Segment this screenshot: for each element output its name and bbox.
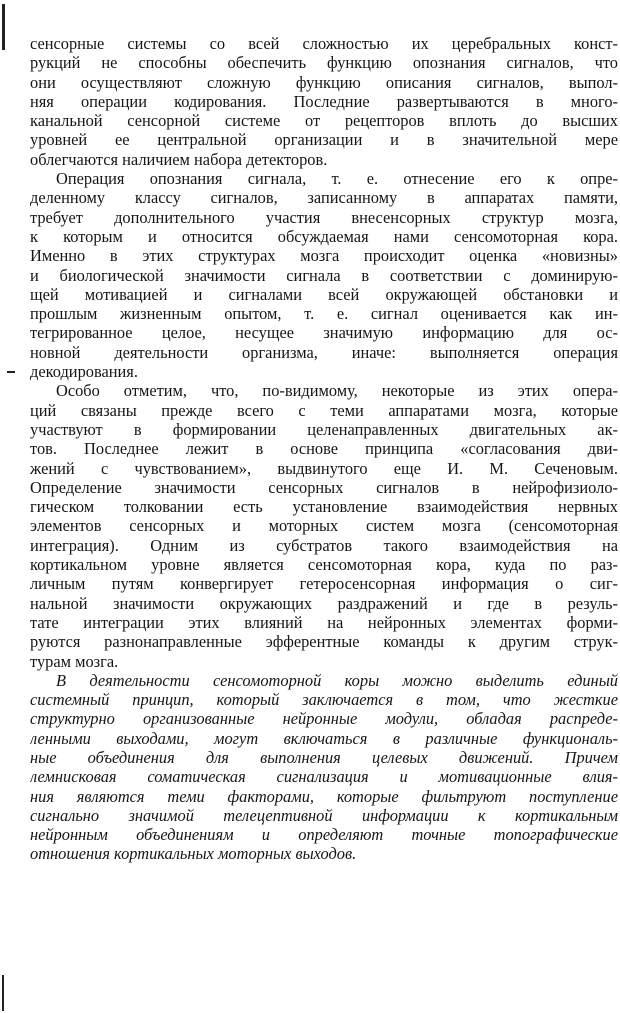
text-line: В деятельности сенсомоторной коры можно выделить единый bbox=[56, 670, 618, 690]
text-line: тегрированное целое, несущее значимую информацию для ос- bbox=[30, 323, 618, 343]
text-line: интеграция). Одним из субстратов такого взаимодействия на bbox=[30, 535, 618, 555]
text-line: турам мозга. bbox=[30, 651, 119, 671]
text-line: гическом толковании есть установление взаимодействия нервных bbox=[30, 497, 618, 517]
paragraph bbox=[30, 34, 618, 169]
text-line: тате интеграции этих влияний на нейронных элементах форми- bbox=[30, 612, 618, 632]
text-line: декодирования. bbox=[30, 362, 138, 382]
text-line: лемнисковая соматическая сигнализация и мотивационные влия- bbox=[30, 767, 618, 787]
text-line: ния являются теми факторами, которые фильтруют поступление bbox=[30, 786, 618, 806]
text-line: они осуществляют сложную функцию описания сигналов, выпол- bbox=[30, 72, 618, 92]
text-line: системный принцип, который заключается в том, что жесткие bbox=[30, 690, 618, 710]
text-line: прошлым жизненным опытом, т. е. сигнал оценивается как ин- bbox=[30, 304, 618, 324]
paragraph bbox=[30, 381, 618, 670]
text-line: уровней ее центральной организации и в значительной мере bbox=[30, 130, 618, 150]
scan-edge-mark-bottom bbox=[2, 975, 4, 1011]
text-line: ленными выходами, могут включаться в различные функциональ- bbox=[30, 728, 618, 748]
text-line: канальной сенсорной системе от рецепторов вплоть до высших bbox=[30, 111, 618, 131]
text-line: Именно в этих структурах мозга происходит оценка «новизны» bbox=[30, 246, 618, 266]
text-line: структурно организованные нейронные модули, обладая распреде- bbox=[30, 709, 618, 729]
text-line: Особо отметим, что, по-видимому, некоторые из этих опера- bbox=[56, 381, 618, 401]
text-line: нейронным объединениям и определяют точные топографические bbox=[30, 825, 618, 845]
text-line: участвуют в формировании целенаправленных двигательных ак- bbox=[30, 419, 618, 439]
text-line: нальной значимости окружающих раздражений и где в резуль- bbox=[30, 593, 618, 613]
text-line: руются разнонаправленные эфферентные команды к другим струк- bbox=[30, 632, 618, 652]
text-line: и биологической значимости сигнала в соответствии с доминирую- bbox=[30, 265, 618, 285]
text-line: к которым и относится обсуждаемая нами сенсомоторная кора. bbox=[30, 226, 618, 246]
text-line: ций связаны прежде всего с теми аппаратами мозга, которые bbox=[30, 400, 618, 420]
text-line: личным путям конвергирует гетеросенсорная информация о сиг- bbox=[30, 574, 618, 594]
text-line: деленному классу сигналов, записанному в аппаратах памяти, bbox=[30, 188, 618, 208]
text-line: элементов сенсорных и моторных систем мозга (сенсомоторная bbox=[30, 516, 618, 536]
text-line: няя операции кодирования. Последние развертываются в много- bbox=[30, 91, 618, 111]
text-line: ные объединения для выполнения целевых движений. Причем bbox=[30, 747, 618, 767]
text-line: новной деятельности организма, иначе: выполняется операция bbox=[30, 342, 618, 362]
text-line: жений с чувствованием», выдвинутого еще И. М. Сеченовым. bbox=[30, 458, 618, 478]
text-line: сенсорные системы со всей сложностью их церебральных конст- bbox=[30, 34, 618, 53]
text-line: Операция опознания сигнала, т. е. отнесение его к опре- bbox=[56, 169, 618, 189]
text-line: облегчаются наличием набора детекторов. bbox=[30, 149, 328, 169]
italic-paragraph bbox=[30, 671, 618, 864]
text-line: отношения кортикальных моторных выходов. bbox=[30, 844, 357, 864]
text-line: Определение значимости сенсорных сигналов в нейрофизиоло- bbox=[30, 477, 618, 497]
document-page bbox=[30, 34, 618, 864]
scan-edge-mark-mid bbox=[7, 371, 15, 373]
text-line: кортикальном уровне является сенсомоторная кора, куда по раз- bbox=[30, 555, 618, 575]
text-line: сигнально значимой телецептивной информации к кортикальным bbox=[30, 805, 618, 825]
text-line: рукций не способны обеспечить функцию опознания сигналов, что bbox=[30, 53, 618, 73]
paragraph bbox=[30, 169, 618, 381]
text-line: тов. Последнее лежит в основе принципа «согласования дви- bbox=[30, 439, 618, 459]
text-line: требует дополнительного участия внесенсорных структур мозга, bbox=[30, 207, 618, 227]
scan-edge-mark-top bbox=[2, 4, 5, 50]
text-line: щей мотивацией и сигналами всей окружающей обстановки и bbox=[30, 284, 618, 304]
